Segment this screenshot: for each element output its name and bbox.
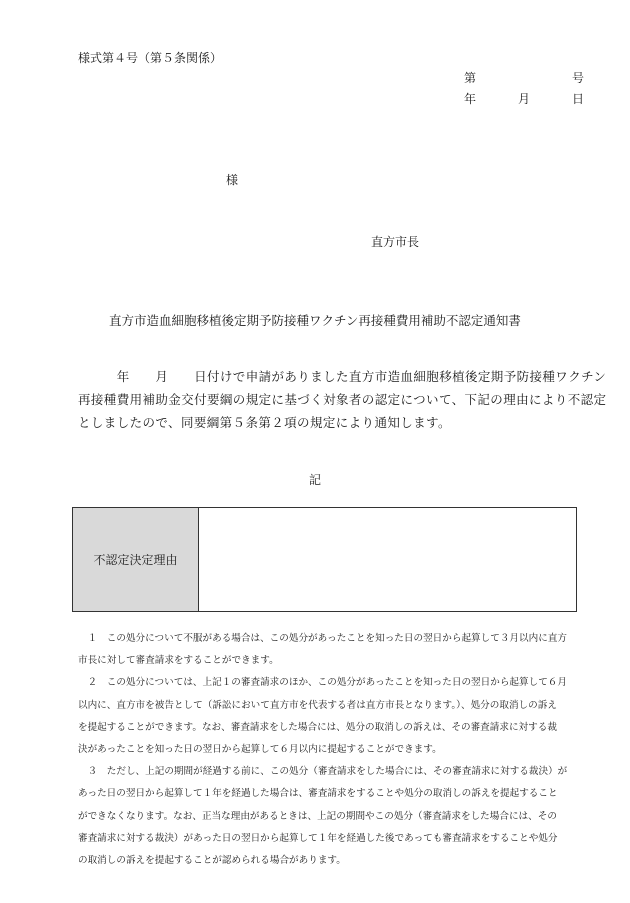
appeal-note-line: 決があったことを知った日の翌日から起算して６月以内に提起することができます。 (78, 744, 442, 756)
reason-value-field[interactable] (199, 508, 576, 611)
document-number-prefix: 第 (464, 71, 477, 85)
notice-body-line: 年 月 日付けで申請がありました直方市造血細胞移植後定期予防接種ワクチン (78, 369, 607, 384)
appeal-note-line: を提起することができます。なお、審査請求をした場合には、処分の取消しの訴えは、その審査請求に対する裁 (78, 721, 557, 733)
date-day-label: 日 (571, 92, 584, 106)
appeal-note-line: 以内に、直方市を被告として（訴訟において直方市を代表する者は直方市長となります。）、処分の取消しの訴え (78, 699, 557, 711)
appeal-note-line: ３ ただし、上記の期間が経過する前に、この処分（審査請求をした場合には、その審査請求に対する裁決）が (78, 766, 568, 778)
document-title: 直方市造血細胞移植後定期予防接種ワクチン再接種費用補助不認定通知書 (109, 313, 521, 328)
appeal-note-line: ２ この処分については、上記１の審査請求のほか、この処分があったことを知った日の翌日から起算して６月 (78, 677, 567, 689)
appeal-note-line: 審査請求に対する裁決）があった日の翌日から起算して１年を経過した後であっても審査請求をすることや処分 (78, 832, 558, 844)
issuer-name: 直方市長 (371, 235, 420, 249)
date-year-label: 年 (464, 92, 477, 106)
date-month-label: 月 (517, 92, 530, 106)
appeal-note-line: の取消しの訴えを提起することが認められる場合があります。 (78, 855, 346, 867)
ki-heading: 記 (308, 473, 321, 487)
notice-body-line: 再接種費用補助金交付要綱の規定に基づく対象者の認定について、下記の理由により不認定 (78, 392, 607, 407)
appeal-note-line: １ この処分について不服がある場合は、この処分があったことを知った日の翌日から起算して３月以内に直方 (78, 633, 567, 644)
appeal-notes (78, 628, 590, 872)
notice-body-line: としましたので、同要綱第５条第２項の規定により通知します。 (78, 415, 451, 430)
reason-label: 不認定決定理由 (73, 508, 199, 611)
appeal-note-line: 市長に対して審査請求をすることができます。 (78, 655, 279, 667)
document-number-suffix: 号 (571, 71, 584, 85)
document-number-line (464, 69, 584, 86)
notice-body (78, 365, 607, 434)
document-date-line (464, 90, 584, 107)
addressee-honorific: 様 (226, 173, 239, 187)
reason-table (72, 507, 577, 612)
appeal-note-line: あった日の翌日から起算して１年を経過した場合は、審査請求をすることや処分の取消しの訴えを提起すること (78, 788, 558, 800)
form-number: 様式第４号（第５条関係） (78, 51, 223, 65)
appeal-note-line: ができなくなります。なお、正当な理由があるときは、上記の期間やこの処分（審査請求をした場合には、その (78, 810, 557, 822)
